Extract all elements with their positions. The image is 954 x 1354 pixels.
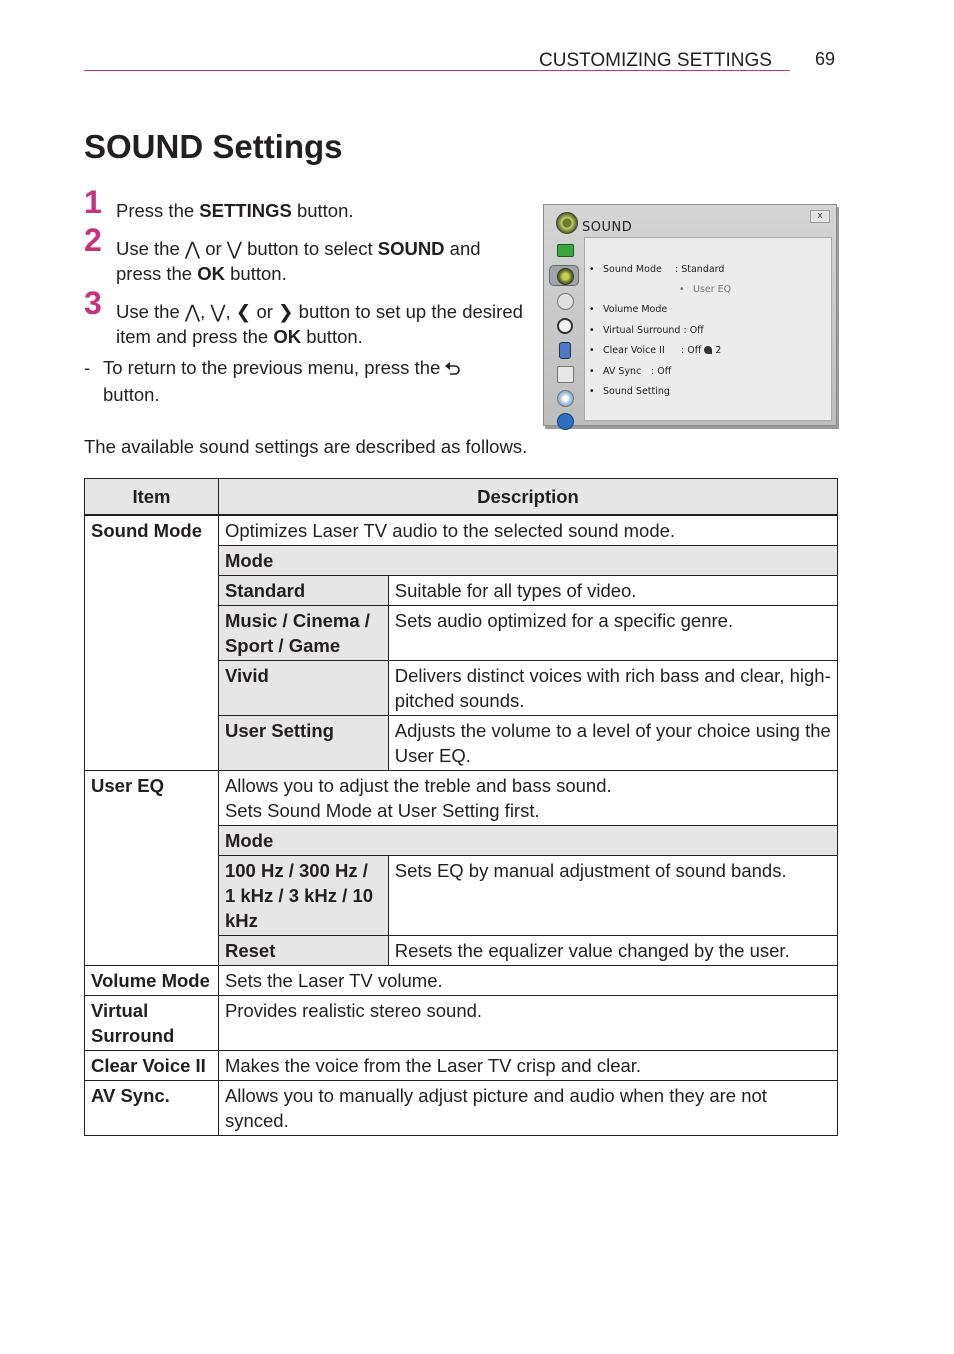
step-text: Use the ⋀ or ⋁ button to select SOUND and press the OK button. bbox=[116, 238, 481, 284]
menu-item-av-sync: • AV Sync : Off bbox=[589, 366, 672, 377]
item-volume-mode: Volume Mode bbox=[85, 966, 219, 996]
menu-panel bbox=[584, 237, 832, 421]
table-row bbox=[85, 966, 838, 996]
mode-description: Sets audio optimized for a specific genre. bbox=[388, 606, 837, 661]
picture-icon bbox=[552, 241, 576, 260]
mode-name: Standard bbox=[218, 576, 388, 606]
header-section-title: CUSTOMIZING SETTINGS bbox=[539, 50, 772, 71]
mode-name: User Setting bbox=[218, 716, 388, 771]
note-text: To return to the previous menu, press the bbox=[103, 357, 441, 378]
item-user-eq: User EQ bbox=[85, 771, 219, 966]
menu-sidebar bbox=[548, 239, 580, 419]
step-number: 1 bbox=[84, 184, 102, 220]
description-cell: Sets the Laser TV volume. bbox=[218, 966, 837, 996]
step-number: 3 bbox=[84, 285, 102, 321]
mode-name: Vivid bbox=[218, 661, 388, 716]
sound-speaker-icon bbox=[556, 212, 578, 234]
header-divider bbox=[84, 70, 790, 71]
item-clear-voice: Clear Voice II bbox=[85, 1051, 219, 1081]
table-row bbox=[85, 515, 838, 546]
page-number: 69 bbox=[815, 49, 836, 69]
network-icon bbox=[552, 388, 576, 407]
description-cell: Allows you to adjust the treble and bass sound. Sets Sound Mode at User Setting first. bbox=[218, 771, 837, 826]
sound-settings-table bbox=[84, 478, 838, 1136]
step-number: 2 bbox=[84, 222, 102, 258]
description-cell: Provides realistic stereo sound. bbox=[218, 996, 837, 1051]
description-cell: Optimizes Laser TV audio to the selected sound mode. bbox=[218, 515, 837, 546]
menu-item-user-eq: • User EQ bbox=[679, 284, 732, 295]
mode-description: Adjusts the volume to a level of your choice using the User EQ. bbox=[388, 716, 837, 771]
table-row bbox=[85, 996, 838, 1051]
note-text-end: button. bbox=[103, 384, 160, 405]
mode-description: Delivers distinct voices with rich bass and clear, high-pitched sounds. bbox=[388, 661, 837, 716]
description-cell: Allows you to manually adjust picture and audio when they are not synced. bbox=[218, 1081, 837, 1136]
menu-item-sound-setting: • Sound Setting bbox=[589, 386, 670, 397]
description-cell: Makes the voice from the Laser TV crisp and clear. bbox=[218, 1051, 837, 1081]
mode-name: Music / Cinema / Sport / Game bbox=[218, 606, 388, 661]
item-virtual-surround: Virtual Surround bbox=[85, 996, 219, 1051]
table-row bbox=[85, 771, 838, 826]
mode-description: Sets EQ by manual adjustment of sound bands. bbox=[388, 856, 837, 936]
mode-description: Resets the equalizer value changed by the user. bbox=[388, 936, 837, 966]
menu-item-sound-mode: • Sound Mode : Standard bbox=[589, 264, 725, 275]
lock-icon bbox=[552, 340, 576, 359]
column-header-item: Item bbox=[85, 479, 219, 516]
time-icon bbox=[552, 316, 576, 335]
mode-name: Reset bbox=[218, 936, 388, 966]
column-header-description: Description bbox=[218, 479, 837, 516]
menu-title: SOUND bbox=[582, 220, 633, 235]
mode-description: Suitable for all types of video. bbox=[388, 576, 837, 606]
table-header-row bbox=[85, 479, 838, 516]
option-icon bbox=[552, 364, 576, 383]
sound-menu-screenshot bbox=[543, 204, 837, 426]
menu-item-clear-voice: • Clear Voice II : Off 2 bbox=[589, 345, 722, 356]
item-sound-mode: Sound Mode bbox=[85, 515, 219, 771]
mode-header: Mode bbox=[218, 826, 837, 856]
voice-icon bbox=[704, 346, 712, 354]
note-dash: - bbox=[84, 357, 91, 378]
sound-icon bbox=[550, 266, 578, 285]
back-return-icon bbox=[444, 357, 461, 382]
menu-item-volume-mode: • Volume Mode bbox=[589, 304, 668, 315]
mode-name: 100 Hz / 300 Hz / 1 kHz / 3 kHz / 10 kHz bbox=[218, 856, 388, 936]
table-row bbox=[85, 1051, 838, 1081]
page-title: SOUND Settings bbox=[84, 128, 343, 165]
step-text: Press the SETTINGS button. bbox=[116, 200, 354, 221]
support-icon bbox=[552, 411, 576, 430]
close-icon: x bbox=[810, 210, 830, 223]
channel-icon bbox=[552, 291, 576, 310]
step-text: Use the ⋀, ⋁, ❮ or ❯ button to set up the desired item and press the OK button. bbox=[116, 301, 523, 347]
intro-text: The available sound settings are described as follows. bbox=[84, 436, 528, 457]
mode-header: Mode bbox=[218, 546, 837, 576]
item-av-sync: AV Sync. bbox=[85, 1081, 219, 1136]
table-row bbox=[85, 1081, 838, 1136]
menu-item-virtual-surround: • Virtual Surround : Off bbox=[589, 325, 704, 336]
